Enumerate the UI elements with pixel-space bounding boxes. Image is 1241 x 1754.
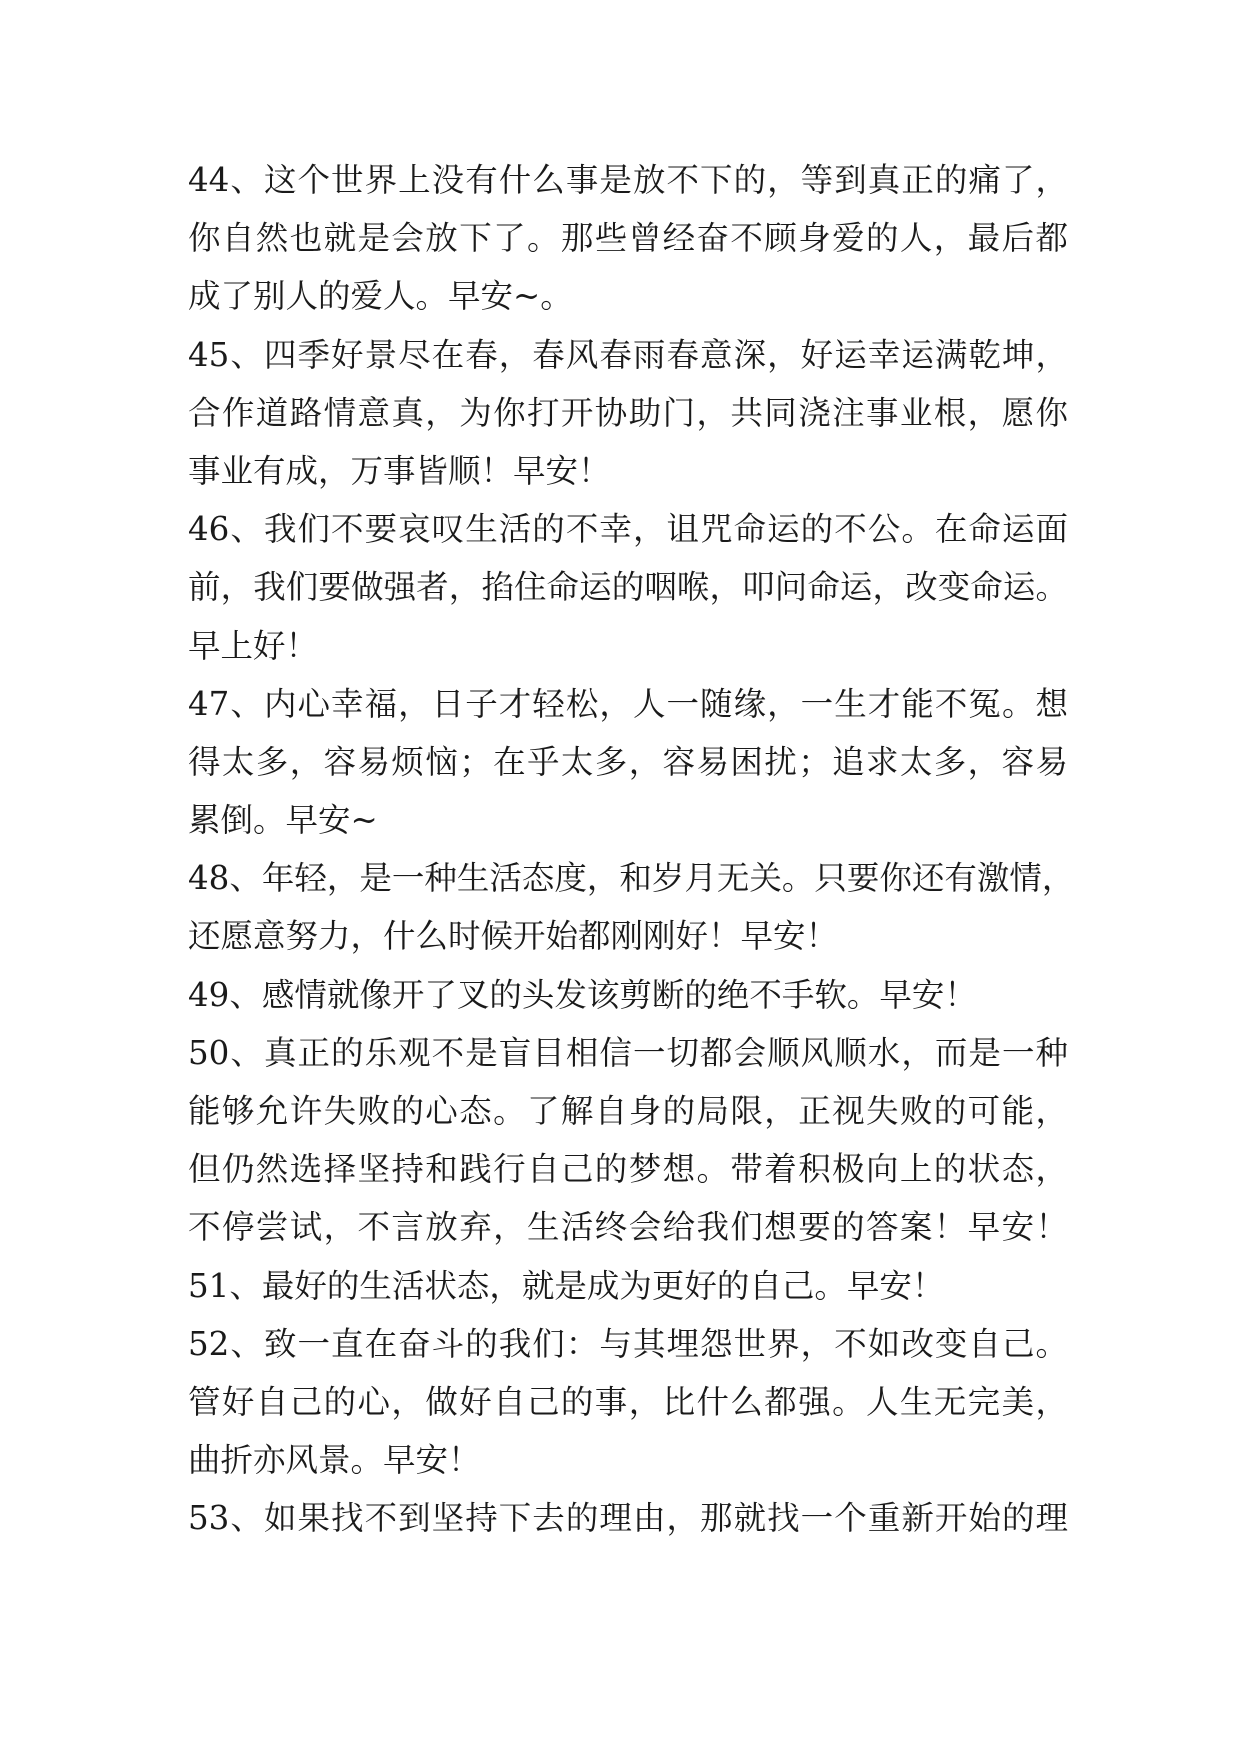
text-line: 早上好！ — [188, 626, 319, 665]
text-line: 44、这个世界上没有什么事是放不下的，等到真正的痛了， — [188, 161, 1068, 199]
text-line: 曲折亦风景。早安！ — [188, 1441, 481, 1480]
text-line: 52、致一直在奋斗的我们：与其埋怨世界，不如改变自己。 — [188, 1324, 1068, 1363]
text-line: 53、如果找不到坚持下去的理由，那就找一个重新开始的理 — [188, 1499, 1068, 1538]
text-line: 49、感情就像开了叉的头发该剪断的绝不手软。早安！ — [188, 975, 977, 1014]
text-line: 成了别人的爱人。早安~。 — [188, 277, 573, 316]
text-line: 合作道路情意真，为你打开协助门，共同浇注事业根，愿你 — [188, 393, 1068, 432]
text-line: 还愿意努力，什么时候开始都刚刚好！早安！ — [188, 917, 839, 956]
document-body — [188, 161, 1075, 1559]
text-line: 45、四季好景尽在春，春风春雨春意深，好运幸运满乾坤， — [188, 335, 1068, 374]
text-line: 得太多，容易烦恼；在乎太多，容易困扰；追求太多，容易 — [188, 742, 1068, 781]
text-line: 48、年轻，是一种生活态度，和岁月无关。只要你还有激情， — [188, 859, 1075, 898]
text-line: 47、内心幸福，日子才轻松，人一随缘，一生才能不冤。想 — [188, 684, 1068, 723]
text-line: 事业有成，万事皆顺！早安！ — [188, 451, 611, 490]
text-line: 但仍然选择坚持和践行自己的梦想。带着积极向上的状态， — [188, 1150, 1068, 1189]
text-line: 前，我们要做强者，掐住命运的咽喉，叩问命运，改变命运。 — [188, 568, 1068, 607]
text-line: 累倒。早安~ — [188, 801, 378, 840]
text-line: 你自然也就是会放下了。那些曾经奋不顾身爱的人，最后都 — [188, 219, 1068, 258]
text-line: 能够允许失败的心态。了解自身的局限，正视失败的可能， — [188, 1092, 1068, 1130]
text-line: 管好自己的心，做好自己的事，比什么都强。人生无完美， — [188, 1382, 1068, 1421]
text-line: 50、真正的乐观不是盲目相信一切都会顺风顺水，而是一种 — [188, 1033, 1068, 1072]
text-line: 不停尝试，不言放弃，生活终会给我们想要的答案！早安！ — [188, 1208, 1068, 1247]
text-line: 51、最好的生活状态，就是成为更好的自己。早安！ — [188, 1266, 945, 1305]
text-line: 46、我们不要哀叹生活的不幸，诅咒命运的不公。在命运面 — [188, 510, 1068, 549]
